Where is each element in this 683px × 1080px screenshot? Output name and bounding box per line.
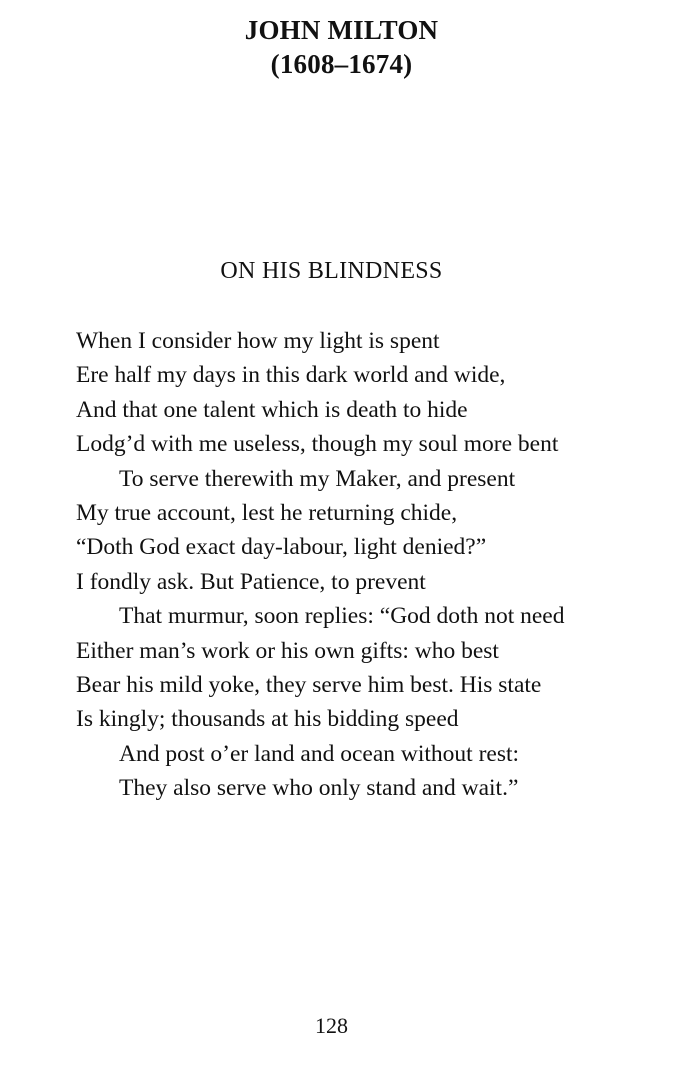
poem-line: “Doth God exact day-labour, light denied?” [76, 534, 487, 561]
poem-line: To serve therewith my Maker, and present [119, 465, 516, 492]
author-dates: (1608–1674) [270, 49, 413, 79]
poem-line: My true account, lest he returning chide, [76, 500, 458, 527]
poem-line: When I consider how my light is spent [76, 328, 440, 354]
poem-line: Is kingly; thousands at his bidding speed [76, 706, 459, 733]
poem-line: They also serve who only stand and wait.” [119, 775, 519, 802]
author-name: JOHN MILTON [244, 15, 439, 45]
poem-line: That murmur, soon replies: “God doth not need [119, 603, 565, 630]
poem-line: Bear his mild yoke, they serve him best. His state [76, 672, 542, 699]
poem-title: ON HIS BLINDNESS [220, 258, 443, 284]
poem-line: And that one talent which is death to hide [76, 396, 468, 423]
poem-line: Ere half my days in this dark world and wide, [76, 362, 506, 389]
poem-line: Either man’s work or his own gifts: who best [76, 637, 499, 664]
poem-line: And post o’er land and ocean without rest: [119, 740, 520, 767]
poem-line: Lodg’d with me useless, though my soul more bent [76, 431, 559, 458]
poem-body [76, 324, 666, 806]
page-number: 128 [315, 1013, 348, 1038]
poem-line: I fondly ask. But Patience, to prevent [76, 568, 426, 595]
